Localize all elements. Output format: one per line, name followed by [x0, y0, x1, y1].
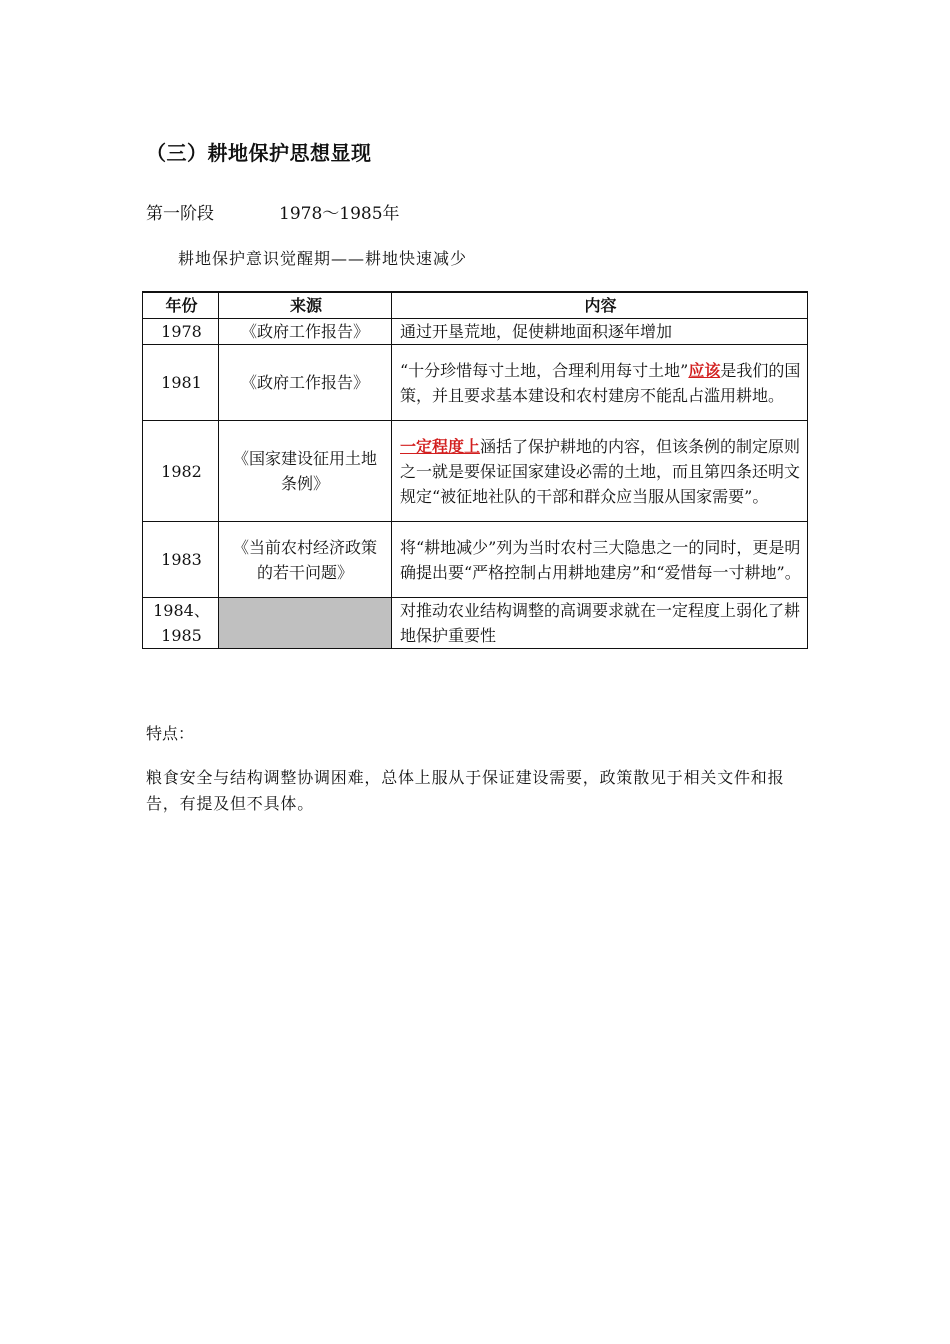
- features-label: 特点：: [146, 724, 195, 743]
- header-source: 来源: [219, 292, 392, 319]
- row-year: 1978: [143, 319, 219, 345]
- emphasis-text: 应该: [688, 360, 721, 380]
- content-text: 是我们的国策，并且要求基本建设和农村建房不能乱占滥用耕地。: [400, 360, 801, 405]
- policy-table: [142, 291, 808, 649]
- header-content: 内容: [392, 292, 808, 319]
- row-content: [392, 598, 808, 649]
- row-year: 1983: [143, 522, 219, 598]
- features-text: 粮食安全与结构调整协调困难，总体上服从于保证建设需要，政策散见于相关文件和报告，有提及但不具体。: [146, 768, 785, 813]
- row-year: 1981: [143, 345, 219, 421]
- emphasis-text: 一定程度上: [400, 436, 481, 456]
- row-year: 1982: [143, 421, 219, 522]
- row-source: 《国家建设征用土地条例》: [219, 421, 392, 522]
- period-title: 耕地保护意识觉醒期——耕地快速减少: [178, 249, 468, 268]
- stage-label: 第一阶段: [146, 204, 214, 224]
- section-heading: （三）耕地保护思想显现: [146, 141, 372, 165]
- stage-line: [146, 199, 400, 224]
- row-source: 《当前农村经济政策的若干问题》: [219, 522, 392, 598]
- content-text: 将“耕地减少”列为当时农村三大隐患之一的同时，更是明确提出要“严格控制占用耕地建房”和“爱惜每一寸耕地”。: [400, 537, 801, 582]
- content-text: “十分珍惜每寸土地，合理利用每寸土地”: [400, 360, 689, 380]
- table-row: [143, 522, 808, 598]
- content-text: 通过开垦荒地，促使耕地面积逐年增加: [400, 322, 673, 341]
- row-year: 1984、1985: [143, 598, 219, 649]
- table-header-row: [143, 292, 808, 319]
- row-content: [392, 345, 808, 421]
- header-year: 年份: [143, 292, 219, 319]
- content-text: 对推动农业结构调整的高调要求就在一定程度上弱化了耕地保护重要性: [400, 601, 801, 645]
- content-text: 涵括了保护耕地的内容，但该条例的制定原则之一就是要保证国家建设必需的土地，而且第四条还明文规定“被征地社队的干部和群众应当服从国家需要”。: [400, 436, 801, 506]
- table-row: [143, 598, 808, 649]
- table-row: [143, 421, 808, 522]
- row-source: 《政府工作报告》: [219, 345, 392, 421]
- table-row: [143, 319, 808, 345]
- row-source-empty: [219, 598, 392, 649]
- row-content: [392, 319, 808, 345]
- row-content: [392, 421, 808, 522]
- stage-years: 1978～1985年: [279, 204, 400, 224]
- row-content: [392, 522, 808, 598]
- table-row: [143, 345, 808, 421]
- row-source: 《政府工作报告》: [219, 319, 392, 345]
